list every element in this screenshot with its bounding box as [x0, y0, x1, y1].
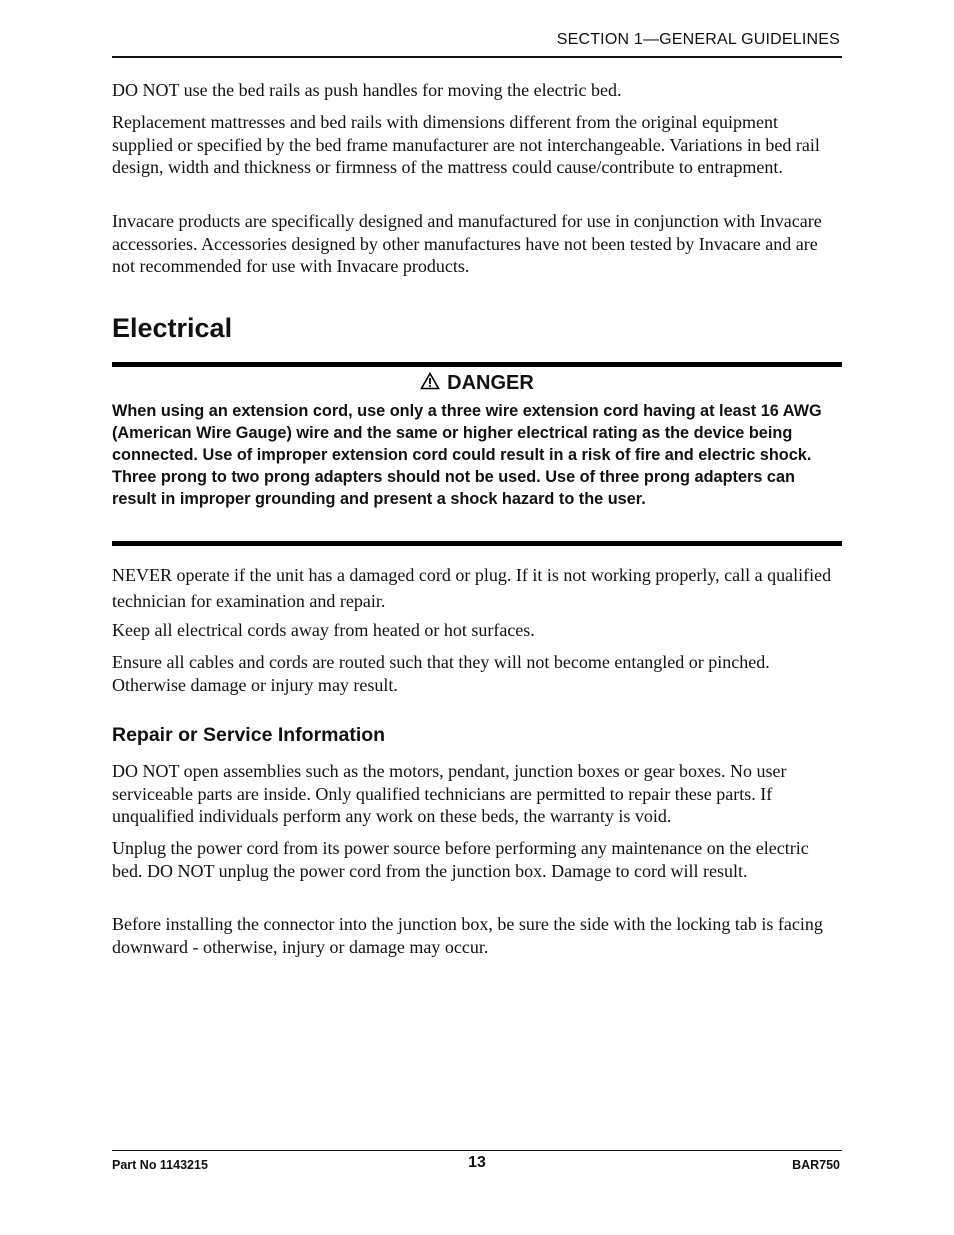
repair-paragraph-3: Before installing the connector into the junction box, be sure the side with the locking tab is facing downward - otherwise, injury or damage may occur. [112, 914, 823, 957]
danger-top-rule [112, 362, 842, 367]
repair-paragraph-2: Unplug the power cord from its power source before performing any maintenance on the electric bed. DO NOT unplug the power cord from the junction box. Damage to cord will result. [112, 838, 809, 881]
page-footer [112, 1150, 842, 1181]
electrical-paragraph-2: Keep all electrical cords away from heated or hot surfaces. [112, 620, 535, 640]
warning-triangle-icon [420, 372, 440, 390]
danger-bottom-rule [112, 541, 842, 546]
page-number: 13 [468, 1154, 486, 1171]
electrical-paragraph-3: Ensure all cables and cords are routed such that they will not become entangled or pinched. Otherwise damage or injury may result. [112, 652, 770, 695]
danger-title-row [112, 372, 842, 395]
page-header [112, 31, 842, 58]
danger-text: When using an extension cord, use only a three wire extension cord having at least 16 AWG (American Wire Gauge) wire and the same or higher electrical rating as the device being connected. Use of improper extension cord could result in a risk of fire and electric shock. Three prong to two prong adapters should not be used. Use of three prong adapters can result in improper grounding and present a shock hazard to the user. [112, 402, 822, 508]
electrical-heading: Electrical [112, 313, 233, 343]
part-number: Part No 1143215 [112, 1158, 208, 1172]
electrical-paragraph-1: NEVER operate if the unit has a damaged cord or plug. If it is not working properly, call a qualified technician for examination and repair. [112, 565, 832, 611]
repair-heading: Repair or Service Information [112, 724, 386, 746]
repair-paragraph-1: DO NOT open assemblies such as the motors, pendant, junction boxes or gear boxes. No user serviceable parts are inside. Only qualified technicians are permitted to repair these parts. If unqualified individuals perform any work on these beds, the warranty is void. [112, 761, 787, 826]
model-number: BAR750 [792, 1158, 840, 1172]
intro-paragraph-2: Replacement mattresses and bed rails with dimensions different from the original equipment supplied or specified by the bed frame manufacturer are not interchangeable. Variations in bed rail design, width and thickness or firmness of the mattress could cause/contribute to entrapment. [112, 112, 820, 177]
intro-paragraph-1: DO NOT use the bed rails as push handles for moving the electric bed. [112, 80, 622, 100]
document-page [112, 0, 842, 1235]
intro-paragraph-3: Invacare products are specifically designed and manufactured for use in conjunction with Invacare accessories. Accessories designed by other manufactures have not been tested by Invacare and are not recommended for use with Invacare products. [112, 211, 822, 276]
section-title: SECTION 1—GENERAL GUIDELINES [556, 31, 840, 48]
danger-title: DANGER [447, 372, 534, 394]
